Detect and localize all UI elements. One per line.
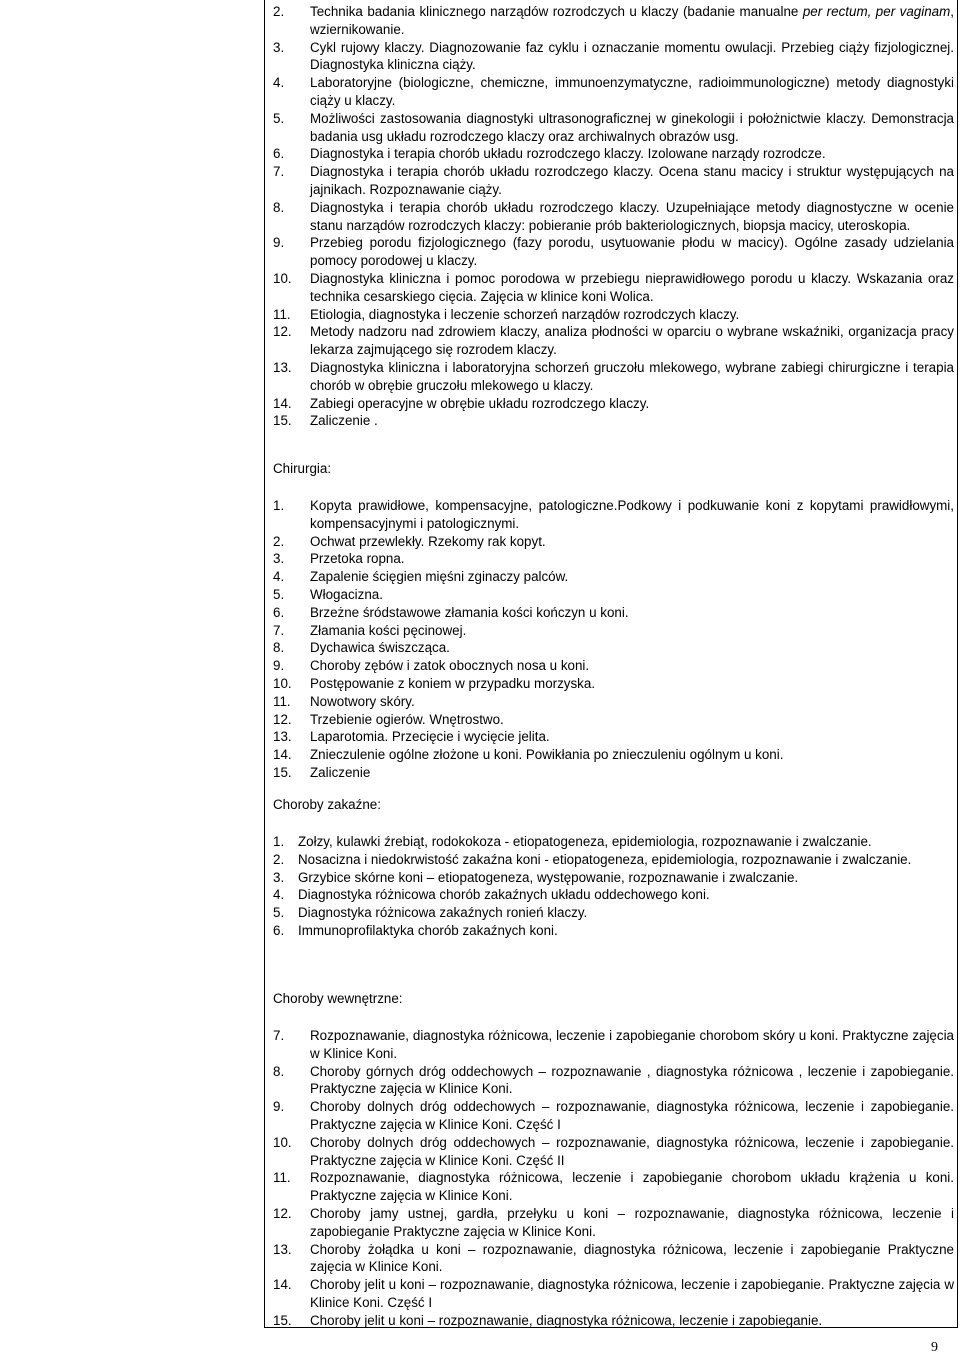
list-item xyxy=(273,904,954,922)
list-item-number: 2. xyxy=(273,533,285,549)
list-item xyxy=(273,1169,954,1205)
list-item-text: Diagnostyka i terapia chorób układu rozrodczego klaczy. Uzupełniające metody diagnostyczne w ocenie stanu narządów rozrodczych klaczy: pobieranie prób bakteriologicznych, biopsja macicy, uteroskopia. xyxy=(310,199,954,233)
list-item xyxy=(273,639,954,657)
list-item xyxy=(273,395,954,413)
list-item xyxy=(273,711,954,729)
list-item xyxy=(273,497,954,533)
list-item-text: Diagnostyka kliniczna i laboratoryjna schorzeń gruczołu mlekowego, wybrane zabiegi chirurgiczne i terapia chorób w obrębie gruczołu mlekowego u klaczy. xyxy=(310,359,954,393)
list-item-number: 14. xyxy=(273,1277,292,1293)
list-item-text: Rozpoznawanie, diagnostyka różnicowa, leczenie i zapobieganie chorobom układu krążenia u koni. Praktyczne zajęcia w Klinice Koni. xyxy=(310,1170,954,1204)
list-item xyxy=(273,851,954,869)
list-item xyxy=(273,1276,954,1312)
list-item-text: Brzeżne śródstawowe złamania kości kończyn u koni. xyxy=(310,604,629,620)
list-item-text: Metody nadzoru nad zdrowiem klaczy, analiza płodności w oparciu o wybrane wskaźniki, organizacja pracy lekarza zajmującego się rozrodem klaczy. xyxy=(310,324,954,358)
list-item-number: 15. xyxy=(273,764,292,780)
list-item-text: Włogacizna. xyxy=(310,586,383,602)
list-item-text: Ochwat przewlekły. Rzekomy rak kopyt. xyxy=(310,533,546,549)
list-item-number: 11. xyxy=(273,1170,291,1186)
list-item-text: Diagnostyka różnicowa chorób zakaźnych układu oddechowego koni. xyxy=(298,887,710,903)
list-item-text: Choroby górnych dróg oddechowych – rozpoznawanie , diagnostyka różnicowa , leczenie i zapobieganie. Praktyczne zajęcia w Klinice Koni. xyxy=(310,1063,954,1097)
list-item-text: Zabiegi operacyjne w obrębie układu rozrodczego klaczy. xyxy=(310,395,650,411)
list-item-text: Diagnostyka różnicowa zakaźnych ronień klaczy. xyxy=(298,905,588,921)
list-item-number: 5. xyxy=(273,905,285,921)
list-item xyxy=(273,533,954,551)
list-item-number: 11. xyxy=(273,693,291,709)
list-item-number: 14. xyxy=(273,747,292,763)
list-item-number: 3. xyxy=(273,39,285,55)
list-item-number: 2. xyxy=(273,4,285,19)
list-item-number: 8. xyxy=(273,640,285,656)
list-item-number: 8. xyxy=(273,1063,285,1079)
list-item-text: Choroby zębów i zatok obocznych nosa u koni. xyxy=(310,658,590,674)
list-item-text: Możliwości zastosowania diagnostyki ultrasonograficznej w ginekologii i położnictwie klaczy. Demonstracja badania usg układu rozrodczego klaczy oraz archiwalnych obrazów usg. xyxy=(310,110,954,144)
list-item-number: 1. xyxy=(273,498,285,513)
list-item-text: Diagnostyka i terapia chorób układu rozrodczego klaczy. Ocena stanu macicy i struktur występujących na jajnikach. Rozpoznawanie ciąży. xyxy=(310,164,954,197)
list-item-text: Nowotwory skóry. xyxy=(310,693,415,709)
list-item-number: 1. xyxy=(273,834,285,849)
list-item-number: 5. xyxy=(273,586,285,602)
list-item-number: 7. xyxy=(273,622,285,638)
list-item xyxy=(273,306,954,324)
list-item-number: 7. xyxy=(273,164,285,180)
list-item xyxy=(273,728,954,746)
list-item xyxy=(273,922,954,940)
section-heading: Choroby wewnętrzne: xyxy=(273,991,403,1006)
list-item xyxy=(273,412,954,430)
list-item xyxy=(273,604,954,622)
list-item xyxy=(273,764,954,782)
list-item-text: Choroby żołądka u koni – rozpoznawanie, diagnostyka różnicowa, leczenie i zapobieganie Praktyczne zajęcia w Klinice Koni. xyxy=(310,1241,954,1275)
list-item-number: 8. xyxy=(273,199,285,215)
list-item-text: Nosacizna i niedokrwistość zakaźna koni - etiopatogeneza, epidemiologia, rozpoznawanie i zwalczanie. xyxy=(298,851,912,867)
list-item-text: Choroby jelit u koni – rozpoznawanie, diagnostyka różnicowa, leczenie i zapobieganie. Praktyczne zajęcia w Klinice Koni. Część I xyxy=(310,1277,954,1310)
list-item-text: Laparotomia. Przecięcie i wycięcie jelita. xyxy=(310,729,550,745)
list-item xyxy=(273,568,954,586)
list-item xyxy=(273,1134,954,1170)
list-item-text: Dychawica świszcząca. xyxy=(310,640,450,656)
list-item-number: 5. xyxy=(273,110,285,126)
list-item-text: Przebieg porodu fizjologicznego (fazy porodu, usytuowanie płodu w macicy). Ogólne zasady udzielania pomocy porodowej u klaczy. xyxy=(310,235,954,269)
list-item-text: Choroby dolnych dróg oddechowych – rozpoznawanie, diagnostyka różnicowa, leczenie i zapobieganie. Praktyczne zajęcia w Klinice Koni. Część II xyxy=(310,1134,954,1168)
list-item-number: 6. xyxy=(273,604,285,620)
list-item xyxy=(273,323,954,359)
list-item xyxy=(273,586,954,604)
list-item-number: 13. xyxy=(273,1241,292,1257)
list-item-number: 10. xyxy=(273,1134,292,1150)
list-item-number: 11. xyxy=(273,306,291,322)
list-item xyxy=(273,234,954,270)
list-item-text: Immunoprofilaktyka chorób zakaźnych koni. xyxy=(298,922,558,938)
list-item-number: 4. xyxy=(273,75,285,91)
list-item-text: Cykl rujowy klaczy. Diagnozowanie faz cyklu i oznaczanie momentu owulacji. Przebieg ciąży fizjologicznej. Diagnostyka kliniczna ciąży. xyxy=(310,39,954,73)
list-item-number: 9. xyxy=(273,235,285,251)
list-item-number: 13. xyxy=(273,729,292,745)
list-item-text: Zaliczenie xyxy=(310,764,371,780)
list-item-number: 13. xyxy=(273,359,292,375)
list-item-text: Choroby jelit u koni – rozpoznawanie, diagnostyka różnicowa, leczenie i zapobieganie. xyxy=(310,1312,823,1328)
list-item-text: Choroby dolnych dróg oddechowych – rozpoznawanie, diagnostyka różnicowa, leczenie i zapobieganie. Praktyczne zajęcia w Klinice Koni. Część I xyxy=(310,1099,954,1132)
list-item xyxy=(273,886,954,904)
list-item-number: 7. xyxy=(273,1028,285,1043)
list-item-number: 15. xyxy=(273,1312,292,1328)
list-item xyxy=(273,746,954,764)
list-item-text: Diagnostyka kliniczna i pomoc porodowa w przebiegu nieprawidłowego porodu u klaczy. Wskazania oraz technika cesarskiego cięcia. Zajęcia w klinice koni Wolica. xyxy=(310,270,954,304)
list-item-text: Trzebienie ogierów. Wnętrostwo. xyxy=(310,711,504,727)
list-item-number: 10. xyxy=(273,675,292,691)
list-item-number: 2. xyxy=(273,851,285,867)
list-item xyxy=(273,1241,954,1277)
list-item xyxy=(273,270,954,306)
list-item-number: 9. xyxy=(273,658,285,674)
section-heading: Chirurgia: xyxy=(273,461,332,476)
list-item-text: Rozpoznawanie, diagnostyka różnicowa, leczenie i zapobieganie chorobom skóry u koni. Praktyczne zajęcia w Klinice Koni. xyxy=(310,1028,954,1061)
list-item xyxy=(273,199,954,235)
list-item-number: 10. xyxy=(273,270,292,286)
list-item xyxy=(273,359,954,395)
list-item-text: Złamania kości pęcinowej. xyxy=(310,622,467,638)
list-item-text: Choroby jamy ustnej, gardła, przełyku u koni – rozpoznawanie, diagnostyka różnicowa, leczenie i zapobieganie Praktyczne zajęcia w Klinice Koni. xyxy=(310,1205,954,1239)
list-item-text: Zołzy, kulawki źrebiąt, rodokokoza - etiopatogeneza, epidemiologia, rozpoznawanie i zwalczanie. xyxy=(298,834,872,849)
list-item xyxy=(273,39,954,75)
list-item xyxy=(273,833,954,851)
list-item xyxy=(273,74,954,110)
list-item-number: 15. xyxy=(273,413,292,429)
list-item-text: Zapalenie ścięgien mięśni zginaczy palców. xyxy=(310,569,569,585)
section-list xyxy=(273,1027,954,1330)
list-item xyxy=(273,657,954,675)
list-item-number: 14. xyxy=(273,395,292,411)
list-item-number: 3. xyxy=(273,551,285,567)
page-number: 9 xyxy=(931,1340,938,1355)
list-item-text: Postępowanie z koniem w przypadku morzyska. xyxy=(310,675,596,691)
list-item xyxy=(273,1205,954,1241)
section-list xyxy=(273,3,954,430)
list-item xyxy=(273,693,954,711)
list-item xyxy=(273,1312,954,1330)
list-item-number: 6. xyxy=(273,146,285,162)
list-item-text: Kopyta prawidłowe, kompensacyjne, patologiczne.Podkowy i podkuwanie koni z kopytami prawidłowymi, kompensacyjnymi i patologicznymi. xyxy=(310,498,954,531)
list-item-text: Znieczulenie ogólne złożone u koni. Powikłania po znieczuleniu ogólnym u koni. xyxy=(310,747,784,763)
list-item xyxy=(273,163,954,199)
list-item xyxy=(273,145,954,163)
list-item-number: 12. xyxy=(273,711,292,727)
list-item xyxy=(273,869,954,887)
section-heading: Choroby zakaźne: xyxy=(273,797,381,812)
list-item-text: Etiologia, diagnostyka i leczenie schorzeń narządów rozrodczych klaczy. xyxy=(310,306,740,322)
list-item xyxy=(273,1098,954,1134)
list-item xyxy=(273,3,954,39)
section-list xyxy=(273,833,954,940)
list-item-number: 6. xyxy=(273,922,285,938)
list-item-number: 12. xyxy=(273,1205,292,1221)
list-item-number: 3. xyxy=(273,869,285,885)
list-item-number: 12. xyxy=(273,324,292,340)
list-item xyxy=(273,622,954,640)
list-item xyxy=(273,675,954,693)
list-item xyxy=(273,550,954,568)
list-item-text: Przetoka ropna. xyxy=(310,551,405,567)
list-item-text: Zaliczenie . xyxy=(310,413,378,429)
list-item-number: 4. xyxy=(273,887,285,903)
list-item xyxy=(273,1027,954,1063)
list-item-number: 9. xyxy=(273,1099,285,1115)
list-item-number: 4. xyxy=(273,569,285,585)
section-list xyxy=(273,497,954,782)
list-item-text: Diagnostyka i terapia chorób układu rozrodczego klaczy. Izolowane narządy rozrodcze. xyxy=(310,146,826,162)
list-item xyxy=(273,110,954,146)
list-item xyxy=(273,1063,954,1099)
list-item-text: Technika badania klinicznego narządów rozrodczych u klaczy (badanie manualne per rectum, per vaginam, wziernikowanie. xyxy=(310,4,954,37)
list-item-text: Grzybice skórne koni – etiopatogeneza, występowanie, rozpoznawanie i zwalczanie. xyxy=(298,869,799,885)
list-item-text: Laboratoryjne (biologiczne, chemiczne, immunoenzymatyczne, radioimmunologiczne) metody diagnostyki ciąży u klaczy. xyxy=(310,75,954,108)
